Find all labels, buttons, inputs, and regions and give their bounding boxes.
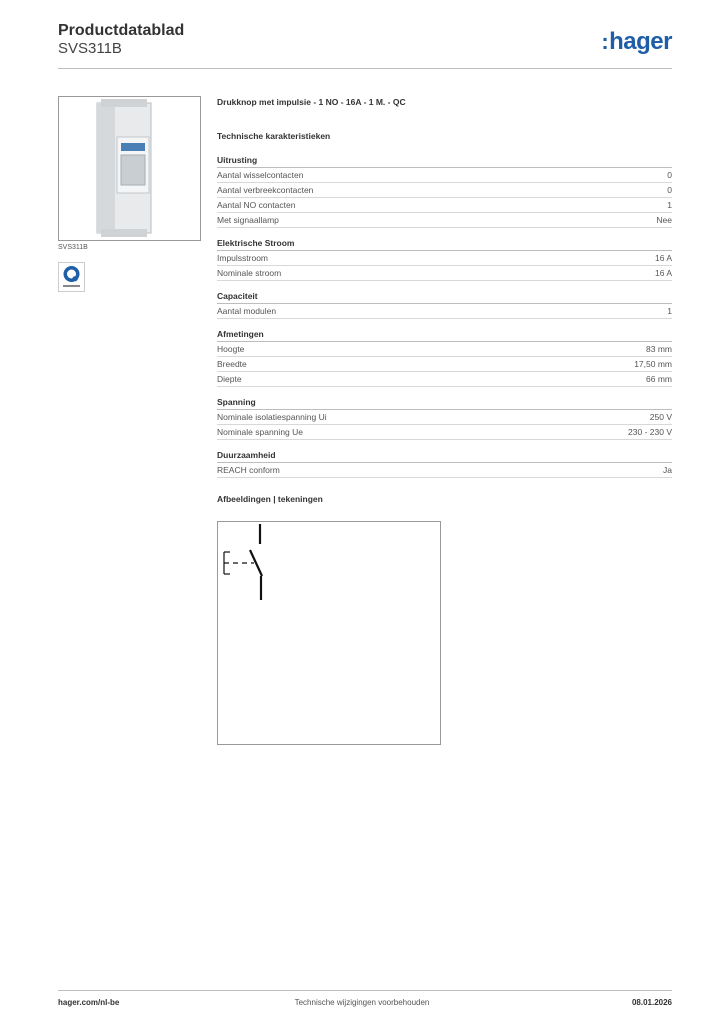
spec-sections [217,155,672,478]
spec-section [217,291,672,319]
product-image-label: SVS311B [58,244,88,251]
spec-label: Diepte [217,374,242,384]
tech-spec-title: Technische karakteristieken [217,131,331,141]
spec-label: REACH conform [217,465,280,475]
images-section-title: Afbeeldingen | tekeningen [217,494,323,504]
product-description: Drukknop met impulsie - 1 NO - 16A - 1 M. - QC [217,97,406,107]
spec-value: 17,50 mm [634,359,672,369]
spec-row [217,372,672,387]
spec-section-heading: Uitrusting [217,155,672,168]
spec-row [217,213,672,228]
quick-connect-badge [58,262,85,292]
spec-label: Hoogte [217,344,245,354]
spec-column [217,97,672,504]
page-title: Productdatablad [58,22,185,39]
spec-label: Nominale spanning Ue [217,427,303,437]
spec-label: Nominale stroom [217,268,282,278]
spec-value: 230 - 230 V [628,427,672,437]
spec-label: Aantal modulen [217,306,277,316]
spec-value: 16 A [654,268,672,278]
spec-section [217,397,672,440]
spec-row [217,198,672,213]
spec-label: Aantal wisselcontacten [217,170,304,180]
spec-value: 66 mm [646,374,672,384]
spec-section-heading: Capaciteit [217,291,672,304]
spec-section-heading: Elektrische Stroom [217,238,672,251]
spec-row [217,342,672,357]
spec-value: 1 [667,306,672,316]
spec-value: 83 mm [646,344,672,354]
spec-row [217,304,672,319]
spec-value: 16 A [654,253,672,263]
spec-label: Breedte [217,359,247,369]
footer-website: hager.com/nl-be [58,998,120,1007]
spec-row [217,425,672,440]
qc-logo-icon [59,263,84,291]
spec-row [217,410,672,425]
drawing-box [217,521,441,745]
footer-date: 08.01.2026 [631,998,672,1007]
spec-section-heading: Duurzaamheid [217,450,672,463]
spec-value: 1 [667,200,672,210]
pushbutton-symbol-icon [218,522,440,744]
spec-section [217,238,672,281]
spec-section-heading: Spanning [217,397,672,410]
spec-value: Ja [663,465,672,475]
spec-value: 0 [667,185,672,195]
spec-section [217,329,672,387]
spec-row [217,266,672,281]
spec-label: Met signaallamp [217,215,279,225]
spec-section [217,155,672,228]
spec-row [217,183,672,198]
spec-row [217,463,672,478]
spec-value: Nee [656,215,672,225]
spec-row [217,357,672,372]
spec-label: Nominale isolatiespanning Ui [217,412,327,422]
product-code-heading: SVS311B [58,40,122,57]
hager-logo: :hager [601,28,672,55]
product-image [58,96,201,241]
product-photo-icon [59,97,200,240]
header-divider [58,68,672,69]
spec-row [217,168,672,183]
spec-section-heading: Afmetingen [217,329,672,342]
spec-section [217,450,672,478]
spec-label: Impulsstroom [217,253,269,263]
spec-row [217,251,672,266]
footer-notice: Technische wijzigingen voorbehouden [294,998,430,1007]
spec-label: Aantal verbreekcontacten [217,185,314,195]
spec-label: Aantal NO contacten [217,200,296,210]
footer-divider [58,990,672,991]
spec-value: 0 [667,170,672,180]
spec-value: 250 V [649,412,672,422]
